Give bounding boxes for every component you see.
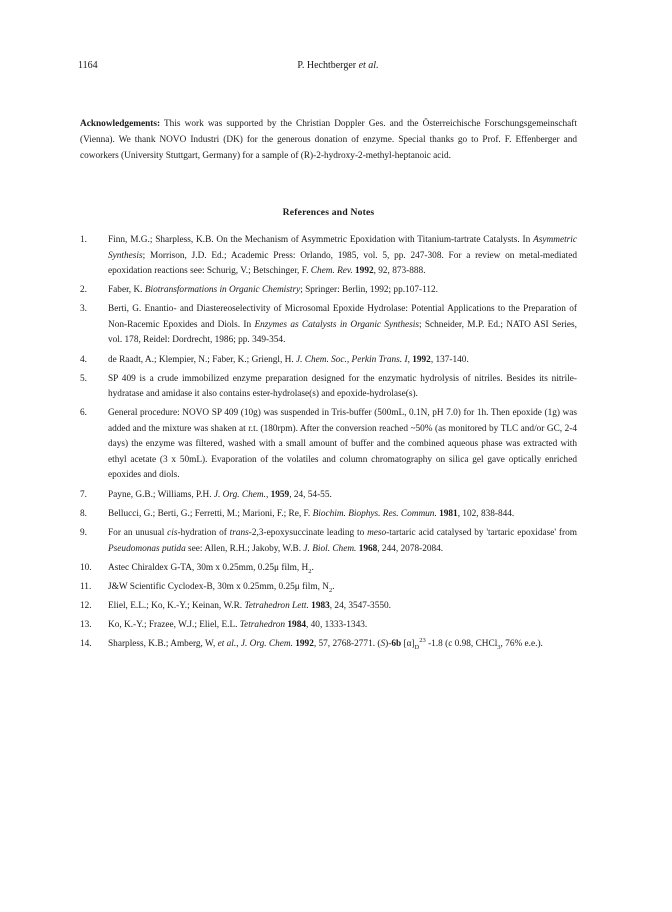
page-header (78, 60, 598, 74)
reference-fragment: J. Chem. Soc., Perkin Trans. I (296, 354, 408, 365)
reference-text (108, 490, 332, 500)
reference-fragment: Payne, G.B.; Williams, P.H. (108, 489, 214, 500)
reference-number: 12. (80, 601, 92, 612)
reference-fragment: Eliel, E.L.; Ko, K.-Y.; Keinan, W.R. (108, 601, 245, 612)
reference-item (80, 561, 577, 577)
running-head (78, 60, 598, 71)
reference-item (80, 372, 577, 403)
reference-fragment: Sharpless, K.B.; Amberg, W, (108, 639, 218, 650)
reference-number: 5. (80, 373, 87, 384)
page-number: 1164 (78, 60, 98, 71)
reference-fragment: . (311, 562, 314, 573)
reference-fragment: J. Org. Chem. (240, 639, 293, 650)
reference-text (108, 235, 577, 276)
reference-fragment: , (265, 489, 271, 500)
reference-fragment: 1968 (358, 543, 378, 554)
reference-fragment: Biotransformations in Organic Chemistry (144, 285, 301, 296)
reference-fragment: Enzymes as Catalysts in Organic Synthesis (254, 319, 419, 330)
reference-fragment: Berti, G. Enantio- and Diastereoselectivity of Microsomal Epoxide Hydrolase: Potential Applications to the Preparation of Non-Racemic Epoxides and Diols. In (108, 304, 577, 330)
running-head-etal: et al. (358, 60, 379, 71)
reference-fragment: 2 (328, 586, 333, 594)
reference-fragment: 6b (391, 639, 402, 650)
reference-text (108, 509, 514, 519)
reference-fragment: SP 409 is a crude immobilized enzyme preparation designed for the enzymatic hydrolysis of nitriles. Besides its nitrile-hydratase and amidase it also contains ester-hydrolase(s) and epoxide-hydrolase(s). (108, 373, 577, 400)
reference-fragment: , (407, 354, 413, 365)
reference-number: 3. (80, 304, 87, 315)
reference-fragment: Pseudomonas putida (108, 543, 186, 554)
reference-fragment: , 244, 2078-2084. (377, 543, 444, 554)
reference-text (108, 374, 577, 400)
reference-item (80, 353, 577, 369)
reference-fragment: 1983 (311, 601, 330, 612)
acknowledgements-label: Acknowledgements: (80, 119, 161, 130)
reference-fragment: ; Morrison, J.D. Ed.; Academic Press: Orlando, 1985, vol. 5, pp. 247-308. For a review on metal-mediated epoxidation reactions see: Schurig, V.; Betschinger, F. (108, 250, 577, 276)
reference-item (80, 526, 577, 557)
reference-number: 8. (80, 508, 87, 519)
reference-fragment: cis (167, 528, 178, 538)
reference-fragment: 1984 (287, 620, 306, 631)
reference-text (108, 601, 391, 611)
reference-fragment: Chem. Rev. (310, 266, 353, 276)
reference-item (80, 302, 577, 349)
reference-item (80, 580, 577, 596)
reference-item (80, 283, 577, 299)
reference-text (108, 528, 577, 554)
reference-text (108, 637, 543, 652)
references-list (80, 233, 577, 657)
reference-fragment: General procedure: NOVO SP 409 (10g) was suspended in Tris-buffer (500mL, 0.1N, pH 7.0) for 1h. Then epoxide (1g) was added and the mixture was shaken at r.t. (180rpm). After the conversion reached ~50% (as monitored by TLC and/or GC, 2-4 days) the enzyme was filtered, washed with a small amount of buffer and the combined aqueous phase was extracted with ethyl acetate (3 x 50mL). Evaporation of the volatiles and column chromatography on silica gel gave optically enriched epoxides and diols. (108, 408, 577, 481)
reference-text (108, 408, 577, 480)
reference-item (80, 233, 577, 280)
reference-number: 14. (80, 639, 92, 650)
reference-number: 4. (80, 354, 87, 365)
reference-item (80, 637, 577, 653)
reference-fragment: )- (385, 639, 392, 650)
reference-text (108, 285, 438, 295)
reference-fragment: , 76% e.e.). (500, 639, 543, 650)
reference-fragment: J. Biol. Chem. (303, 543, 357, 554)
reference-fragment: D (414, 644, 420, 652)
reference-fragment: , 102, 838-844. (457, 508, 515, 519)
references-heading: References and Notes (282, 207, 375, 218)
acknowledgements-text: This work was supported by the Christian Doppler Ges. and the Österreichische Forschungsgemeinschaft (Vienna). We thank NOVO Industri (DK) for the generous donation of enzyme. Special thanks go to Prof. F. Effenberger and coworkers (University Stuttgart, Germany) for a sample of (R)-2-hydroxy-2-methyl-heptanoic acid. (80, 119, 577, 161)
reference-fragment: , 92, 873-888. (373, 266, 426, 276)
reference-fragment: J&W Scientific Cyclodex-B, 30m x 0.25mm, 0.25μ film, N (108, 581, 329, 592)
reference-fragment: 1992 (295, 639, 314, 650)
reference-fragment: , 40, 1333-1343. (306, 620, 368, 631)
reference-text (108, 563, 314, 573)
reference-item (80, 618, 577, 634)
reference-item (80, 488, 577, 504)
reference-fragment: see: Allen, R.H.; Jakoby, W.B. (185, 543, 304, 554)
reference-fragment: 1959 (270, 489, 290, 500)
acknowledgements-paragraph (80, 117, 577, 164)
reference-number: 7. (80, 489, 87, 500)
reference-number: 13. (80, 620, 92, 631)
reference-fragment: Faber, K. (108, 285, 145, 296)
reference-fragment: 1981 (439, 508, 458, 519)
reference-fragment: Finn, M.G.; Sharpless, K.B. On the Mechanism of Asymmetric Epoxidation with Titanium-tartrate Catalysts. In (108, 235, 534, 245)
reference-fragment: Tetrahedron (239, 620, 286, 631)
reference-fragment: . (332, 581, 335, 592)
reference-fragment: -tartaric acid catalysed by 'tartaric epoxidase' from (386, 528, 577, 538)
reference-fragment: 3 (497, 644, 501, 652)
reference-number: 2. (80, 285, 87, 296)
reference-fragment: Bellucci, G.; Berti, G.; Ferretti, M.; Marioni, F.; Re, F. (108, 508, 313, 519)
reference-fragment: 23 (419, 637, 426, 645)
reference-fragment: For an unusual (108, 528, 168, 538)
reference-text (108, 582, 335, 592)
reference-text (108, 620, 367, 630)
reference-text (108, 304, 577, 345)
reference-fragment: meso (367, 528, 387, 538)
reference-fragment: -1.8 (c 0.98, CHCl (425, 639, 498, 650)
reference-number: 11. (80, 581, 92, 592)
reference-fragment: J. Org. Chem. (213, 489, 266, 500)
reference-fragment: 1992 (412, 354, 431, 365)
reference-fragment: 1992 (355, 266, 374, 276)
reference-fragment: -2,3-epoxysuccinate leading to (248, 528, 368, 538)
reference-text (108, 355, 469, 365)
reference-number: 10. (80, 562, 92, 573)
reference-item (80, 599, 577, 615)
reference-fragment: -hydration of (177, 528, 230, 538)
reference-fragment: Tetrahedron Lett. (244, 601, 309, 612)
reference-fragment: Asymmetric Synthesis (108, 235, 577, 261)
reference-fragment: 2 (308, 567, 312, 575)
reference-fragment: ; Schneider, M.P. Ed.; NATO ASI Series, vol. 178, Reidel: Dordrecht, 1986; pp. 349-354. (108, 319, 578, 346)
reference-fragment: Biochim. Biophys. Res. Commun. (312, 508, 437, 519)
reference-fragment: , 24, 54-55. (289, 489, 332, 500)
reference-fragment: Astec Chiraldex G-TA, 30m x 0.25mm, 0.25μ film, H (108, 562, 309, 573)
reference-fragment: [α] (401, 639, 415, 650)
reference-fragment: , 24, 3547-3550. (329, 601, 391, 612)
reference-fragment: de Raadt, A.; Klempier, N.; Faber, K.; Griengl, H. (108, 354, 296, 365)
reference-fragment: , (236, 639, 241, 650)
reference-number: 9. (80, 528, 87, 538)
reference-fragment: trans (229, 528, 249, 538)
reference-item (80, 406, 577, 484)
reference-fragment: et al. (217, 639, 237, 650)
reference-item (80, 507, 577, 523)
reference-fragment: ; Springer: Berlin, 1992; pp.107-112. (300, 285, 439, 296)
reference-fragment: Ko, K.-Y.; Frazee, W.J.; Eliel, E.L. (108, 620, 240, 631)
reference-number: 1. (80, 235, 87, 245)
reference-fragment: , 137-140. (430, 354, 469, 365)
running-head-author: P. Hechtberger (297, 60, 357, 71)
reference-fragment: , 57, 2768-2771. ( (313, 639, 381, 650)
reference-number: 6. (80, 408, 87, 419)
reference-fragment: S (380, 639, 386, 650)
